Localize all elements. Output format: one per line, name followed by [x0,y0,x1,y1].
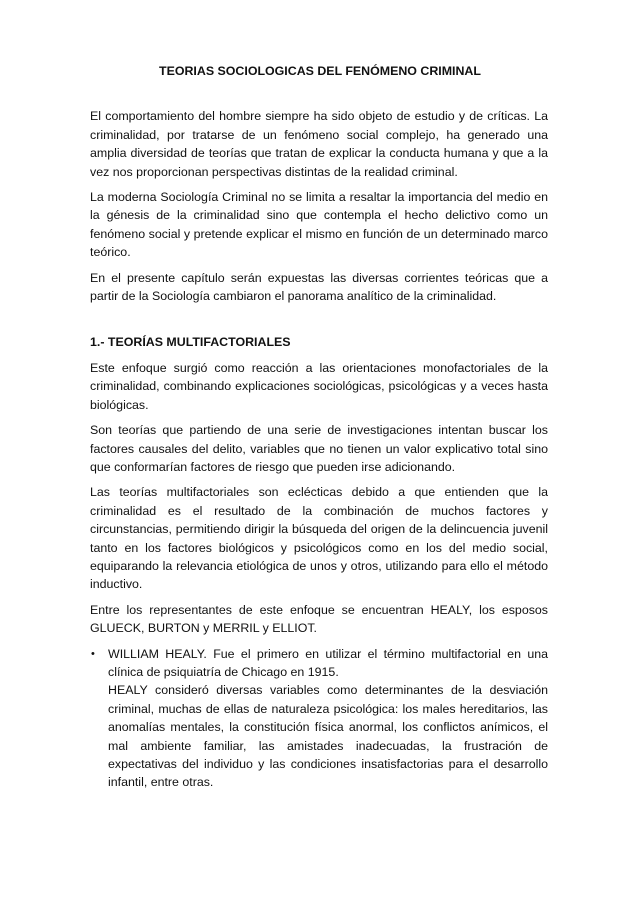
section-paragraph-1: Este enfoque surgió como reacción a las orientaciones monofactoriales de la criminalidad, combinando explicaciones sociológicas, psicológicas y a veces hasta biológicas. [90,360,548,412]
section-paragraph-4: Entre los representantes de este enfoque se encuentran HEALY, los esposos GLUECK, BURTON y MERRIL y ELLIOT. [90,602,548,636]
list-item [90,645,548,792]
section-paragraph-2: Son teorías que partiendo de una serie de investigaciones intentan buscar los factores causales del delito, variables que no tienen un valor explicativo total sino que conformarían factores de riesgo que pueden irse adicionando. [90,423,548,474]
section-paragraph-3: Las teorías multifactoriales son eclécticas debido a que entienden que la criminalidad es el resultado de la combinación de muchos factores y circunstancias, permitiendo dirigir la búsqueda del origen de la delincuencia juvenil tanto en los factores biológicos y psicológicos como en los del medio social, equiparando la relevancia etiológica de unos y otros, utilizando para ello el método inductivo. [90,485,548,592]
bullet-icon: • [91,647,95,660]
intro-paragraph-1: El comportamiento del hombre siempre ha sido objeto de estudio y de críticas. La criminalidad, por tratarse de un fenómeno social complejo, ha generado una amplia diversidad de teorías que tratan de explicar la conducta humana y que a la vez nos proporcionan perspectivas distintas de la realidad criminal. [90,109,548,179]
section-heading: 1.- TEORÍAS MULTIFACTORIALES [90,335,291,350]
representatives-list [90,645,548,792]
bullet-line-1: WILLIAM HEALY. Fue el primero en utilizar el término multifactorial en una clínica de psiquiatría de Chicago en 1915. [108,646,548,679]
document-page [90,62,548,792]
intro-paragraph-3: En el presente capítulo serán expuestas las diversas corrientes teóricas que a partir de la Sociología cambiaron el panorama analítico de la criminalidad. [90,270,548,304]
document-title: TEORIAS SOCIOLOGICAS DEL FENÓMENO CRIMINAL [159,64,481,78]
intro-paragraph-2: La moderna Sociología Criminal no se limita a resaltar la importancia del medio en la génesis de la criminalidad sino que contempla el hecho delictivo como un fenómeno social y pretende explicar el mismo en función de un determinado marco teórico. [90,190,548,260]
bullet-line-2: HEALY consideró diversas variables como determinantes de la desviación criminal, muchas de ellas de naturaleza psicológica: los males hereditarios, las anomalías mentales, la constitución física anormal, los conflictos anímicos, el mal ambiente familiar, las amistades inadecuadas, la frustración de expectativas del individuo y las condiciones insatisfactorias para el desarrollo infantil, entre otras. [108,683,548,790]
